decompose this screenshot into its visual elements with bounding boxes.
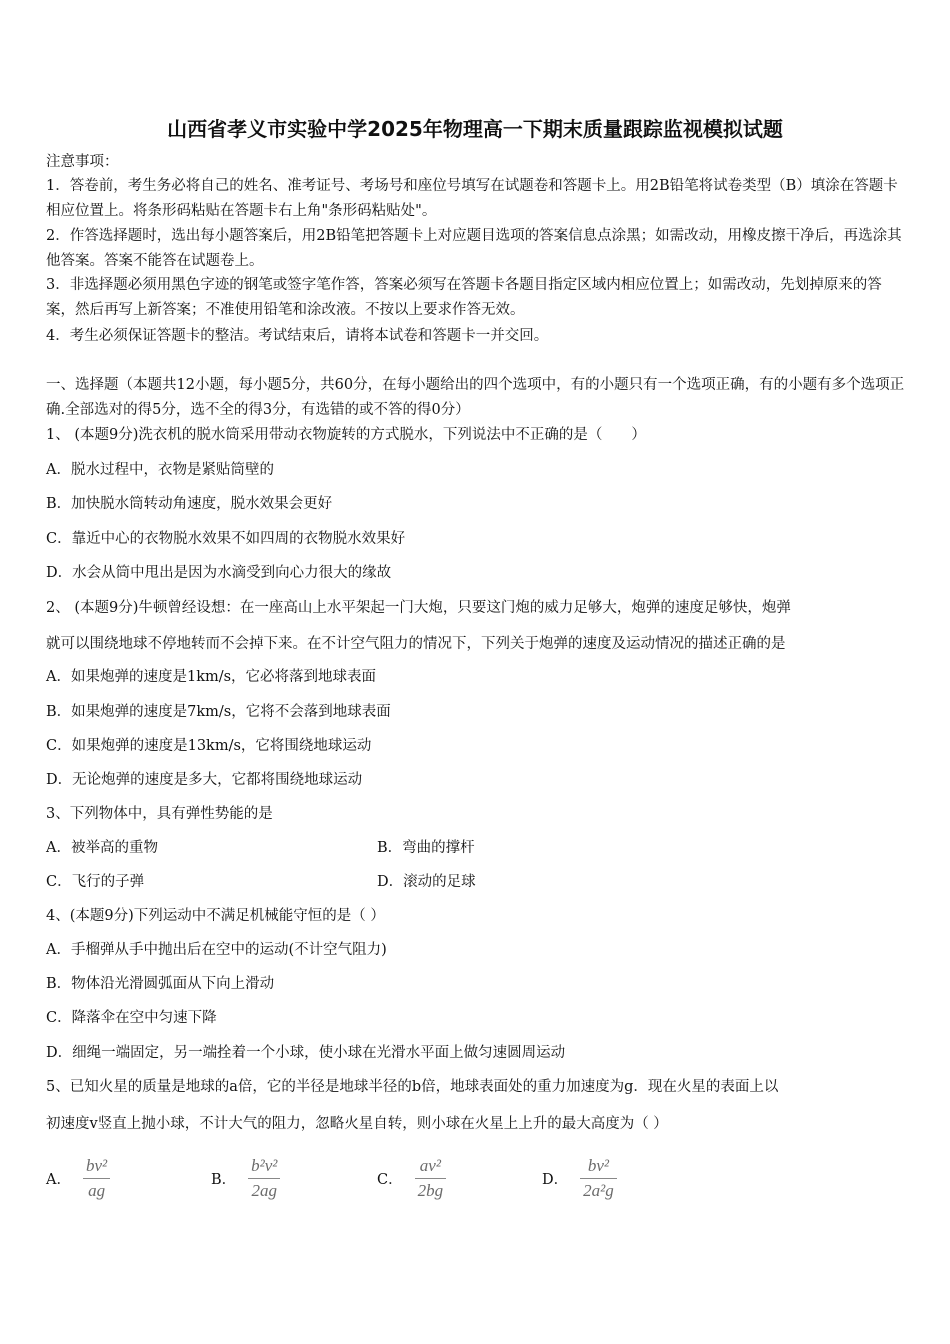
question-2-option-b: B．如果炮弹的速度是7km/s，它将不会落到地球表面 — [46, 704, 391, 720]
question-4-option-b: B．物体沿光滑圆弧面从下向上滑动 — [46, 976, 275, 992]
question-3-option-c: C．飞行的子弹 — [46, 874, 145, 890]
fraction — [83, 1155, 110, 1202]
question-5-option-a — [46, 1150, 110, 1206]
denominator: 2bg — [417, 1180, 444, 1200]
fraction — [580, 1155, 617, 1202]
question-3-option-d: D．滚动的足球 — [377, 874, 476, 890]
question-4-option-d: D．细绳一端固定，另一端拴着一个小球，使小球在光滑水平面上做匀速圆周运动 — [46, 1045, 566, 1061]
question-1-option-c: C．靠近中心的衣物脱水效果不如四周的衣物脱水效果好 — [46, 531, 406, 547]
fraction-bar — [580, 1178, 617, 1179]
fraction-bar — [83, 1178, 110, 1179]
question-2-stem-line1: 2、 (本题9分)牛顿曾经设想：在一座高山上水平架起一门大炮，只要这门炮的威力足够大，炮弹的速度足够快，炮弹 — [46, 600, 791, 616]
denominator: 2a²g — [583, 1180, 614, 1200]
page-title: 山西省孝义市实验中学2025年物理高一下期末质量跟踪监视模拟试题 — [167, 117, 783, 141]
notice-heading: 注意事项： — [46, 154, 119, 170]
question-4-option-a: A．手榴弹从手中抛出后在空中的运动(不计空气阻力) — [46, 942, 387, 958]
question-3-option-a: A．被举高的重物 — [46, 840, 158, 856]
option-label: D． — [542, 1171, 569, 1188]
question-5-stem-line2: 初速度v竖直上抛小球，不计大气的阻力，忽略火星自转，则小球在火星上上升的最大高度为（ ） — [46, 1116, 668, 1132]
question-1-option-a: A．脱水过程中，衣物是紧贴筒壁的 — [46, 462, 274, 478]
notice-item-4: 4．考生必须保证答题卡的整洁。考试结束后，请将本试卷和答题卡一并交回。 — [46, 328, 549, 344]
question-5-option-d — [542, 1150, 617, 1206]
notice-item-2: 2．作答选择题时，选出每小题答案后，用2B铅笔把答题卡上对应题目选项的答案信息点涂黑；如需改动，用橡皮擦干净后，再选涂其他答案。答案不能答在试题卷上。 — [46, 228, 902, 269]
notice-item-1: 1．答卷前，考生务必将自己的姓名、准考证号、考场号和座位号填写在试题卷和答题卡上。用2B铅笔将试卷类型（B）填涂在答题卡相应位置上。将条形码粘贴在答题卡右上角"条形码粘贴处"。 — [46, 178, 898, 219]
question-3-option-b: B．弯曲的撑杆 — [377, 840, 475, 856]
section-heading: 一、选择题（本题共12小题，每小题5分，共60分，在每小题给出的四个选项中，有的小题只有一个选项正确，有的小题有多个选项正确.全部选对的得5分，选不全的得3分，有选错的或不答的得0分） — [46, 377, 905, 418]
question-1-stem: 1、 (本题9分)洗衣机的脱水筒采用带动衣物旋转的方式脱水，下列说法中不正确的是（ ） — [46, 427, 646, 443]
numerator: bv² — [85, 1155, 108, 1175]
question-3-stem: 3、下列物体中，具有弹性势能的是 — [46, 806, 273, 822]
fraction — [415, 1155, 447, 1202]
denominator: 2ag — [251, 1180, 278, 1200]
fraction-bar — [415, 1178, 447, 1179]
numerator: bv² — [587, 1155, 610, 1175]
notice-item-3: 3．非选择题必须用黑色字迹的钢笔或签字笔作答，答案必须写在答题卡各题目指定区域内相应位置上；如需改动，先划掉原来的答案，然后再写上新答案；不准使用铅笔和涂改液。不按以上要求作答无效。 — [46, 277, 882, 318]
fraction-bar — [248, 1178, 280, 1179]
question-1-option-d: D．水会从筒中甩出是因为水滴受到向心力很大的缘故 — [46, 565, 392, 581]
numerator: av² — [419, 1155, 441, 1175]
numerator: b²v² — [251, 1155, 278, 1175]
question-2-option-d: D．无论炮弹的速度是多大，它都将围绕地球运动 — [46, 772, 363, 788]
option-label: C． — [377, 1171, 403, 1188]
question-5-option-b — [211, 1150, 280, 1206]
question-2-stem-line2: 就可以围绕地球不停地转而不会掉下来。在不计空气阻力的情况下，下列关于炮弹的速度及运动情况的描述正确的是 — [46, 636, 786, 652]
question-5-option-c — [377, 1150, 446, 1206]
question-2-option-a: A．如果炮弹的速度是1km/s，它必将落到地球表面 — [46, 669, 377, 685]
question-5-stem-line1: 5、已知火星的质量是地球的a倍，它的半径是地球半径的b倍，地球表面处的重力加速度为g．现在火星的表面上以 — [46, 1079, 779, 1095]
fraction — [248, 1155, 280, 1202]
denominator: ag — [88, 1180, 106, 1200]
question-1-option-b: B．加快脱水筒转动角速度，脱水效果会更好 — [46, 496, 333, 512]
option-label: B． — [211, 1171, 237, 1188]
question-4-option-c: C．降落伞在空中匀速下降 — [46, 1010, 217, 1026]
option-label: A． — [46, 1171, 71, 1188]
question-2-option-c: C．如果炮弹的速度是13km/s，它将围绕地球运动 — [46, 738, 372, 754]
question-4-stem: 4、(本题9分)下列运动中不满足机械能守恒的是（ ） — [46, 908, 385, 924]
